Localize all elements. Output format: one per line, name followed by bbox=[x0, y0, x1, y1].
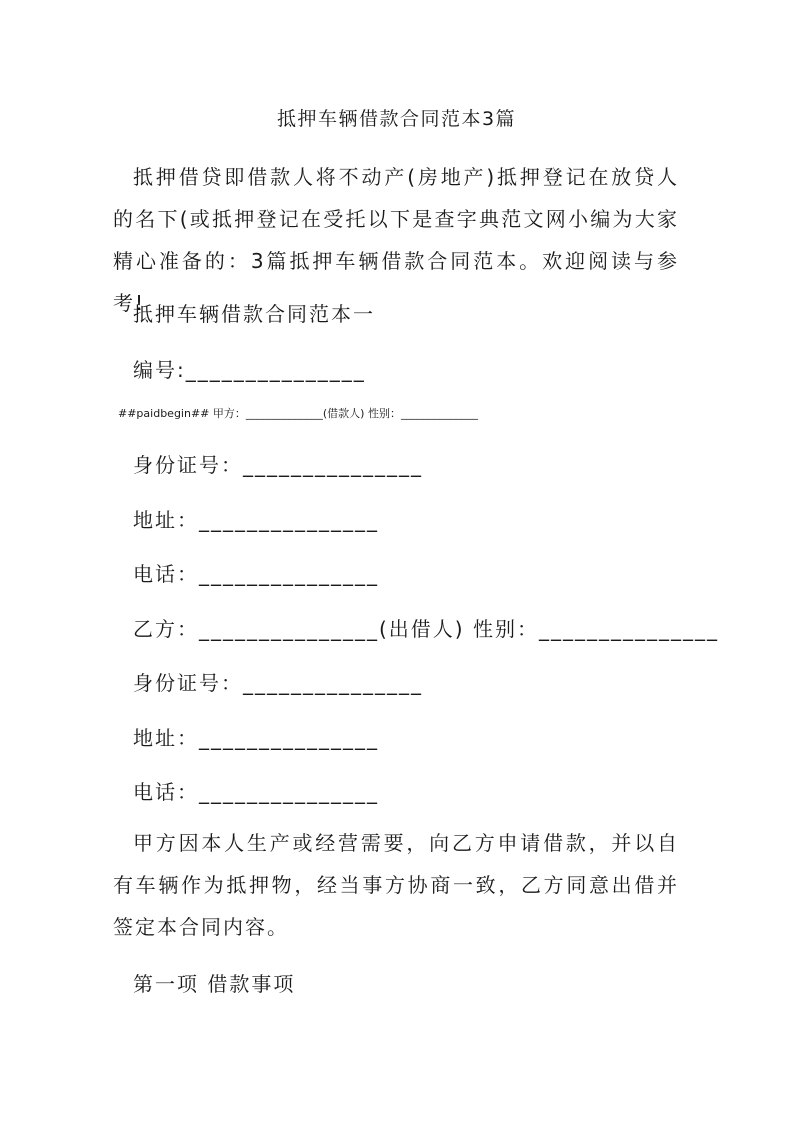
party-a-line: ##paidbegin## 甲方：______________(借款人) 性别：______________ bbox=[118, 407, 478, 420]
party-a-phone-line: 电话：_______________ bbox=[133, 562, 379, 586]
party-a-id-line: 身份证号：_______________ bbox=[133, 453, 423, 477]
party-b-address-line: 地址：_______________ bbox=[133, 726, 379, 750]
document-title: 抵押车辆借款合同范本3篇 bbox=[276, 108, 517, 130]
party-b-id-line: 身份证号：_______________ bbox=[133, 671, 423, 695]
party-a-address-line: 地址：_______________ bbox=[133, 508, 379, 532]
contract-number-line: 编号:_______________ bbox=[133, 358, 366, 382]
party-b-phone-line: 电话：_______________ bbox=[133, 780, 379, 804]
article-heading: 第一项 借款事项 bbox=[133, 972, 296, 996]
intro-paragraph: 抵押借贷即借款人将不动产(房地产)抵押登记在放贷人的名下(或抵押登记在受托以下是查字典范文网小编为大家精心准备的：3篇抵押车辆借款合同范本。欢迎阅读与参考! bbox=[113, 165, 679, 315]
party-b-line: 乙方：_______________(出借人) 性别：_______________ bbox=[133, 617, 719, 641]
section-heading: 抵押车辆借款合同范本一 bbox=[133, 302, 375, 326]
body-paragraph: 甲方因本人生产或经营需要，向乙方申请借款，并以自有车辆作为抵押物，经当事方协商一致，乙方同意出借并签定本合同内容。 bbox=[113, 831, 679, 939]
